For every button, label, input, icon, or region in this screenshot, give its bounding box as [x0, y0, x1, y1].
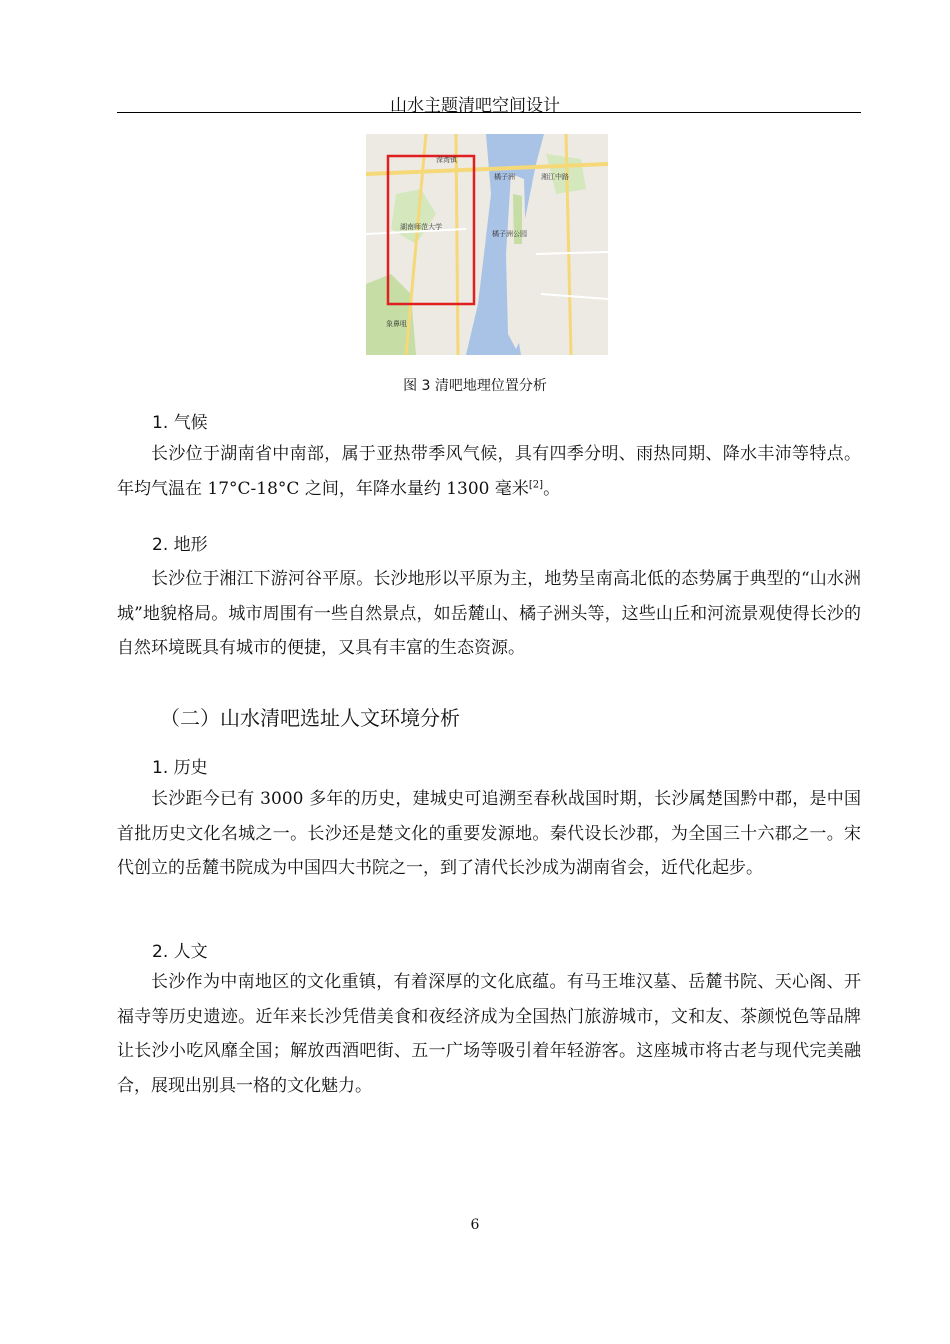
section-title: （二）山水清吧选址人文环境分析: [160, 706, 460, 730]
map-label-university: 湖南师范大学: [400, 223, 442, 231]
citation-ref: [2]: [528, 478, 544, 490]
climate-heading: 1. 气候: [152, 413, 208, 433]
climate-text: 长沙位于湖南省中南部，属于亚热带季风气候，具有四季分明、雨热同期、降水丰沛等特点。年均气温在 17°C-18°C 之间，年降水量约 1300 毫米: [117, 444, 861, 499]
page-number: 6: [470, 1217, 480, 1233]
running-header-title: 山水主题清吧空间设计: [390, 96, 560, 116]
history-paragraph: 长沙距今已有 3000 多年的历史，建城史可追溯至春秋战国时期，长沙属楚国黔中郡，是中国首批历史文化名城之一。长沙还是楚文化的重要发源地。秦代设长沙郡，为全国三十六郡之一。宋代创立的岳麓书院成为中国四大书院之一，到了清代长沙成为湖南省会，近代化起步。: [117, 789, 861, 878]
climate-paragraph: [117, 437, 861, 506]
location-map-figure: [366, 134, 608, 355]
map-image: [366, 134, 608, 355]
header-rule: [117, 112, 861, 113]
map-label-bridge: 橘子洲: [494, 173, 515, 181]
terrain-heading: 2. 地形: [152, 535, 208, 555]
map-label-town: 溁湾镇: [436, 156, 457, 164]
culture-paragraph: 长沙作为中南地区的文化重镇，有着深厚的文化底蕴。有马王堆汉墓、岳麓书院、天心阁、开福寺等历史遗迹。近年来长沙凭借美食和夜经济成为全国热门旅游城市，文和友、茶颜悦色等品牌让长沙小吃风靡全国；解放西酒吧街、五一广场等吸引着年轻游客。这座城市将古老与现代完美融合，展现出别具一格的文化魅力。: [117, 972, 861, 1096]
map-label-street: 湘江中路: [541, 173, 569, 181]
figure-caption: 图 3 清吧地理位置分析: [403, 378, 547, 394]
culture-heading: 2. 人文: [152, 942, 208, 962]
climate-end: 。: [543, 478, 561, 499]
terrain-paragraph: 长沙位于湘江下游河谷平原。长沙地形以平原为主，地势呈南高北低的态势属于典型的“山水洲城”地貌格局。城市周围有一些自然景点，如岳麓山、橘子洲头等，这些山丘和河流景观使得长沙的自然环境既具有城市的便捷，又具有丰富的生态资源。: [117, 569, 861, 658]
map-label-park: 橘子洲公园: [492, 230, 527, 238]
history-heading: 1. 历史: [152, 758, 208, 778]
map-label-mountain: 象鼻咀: [386, 320, 407, 328]
